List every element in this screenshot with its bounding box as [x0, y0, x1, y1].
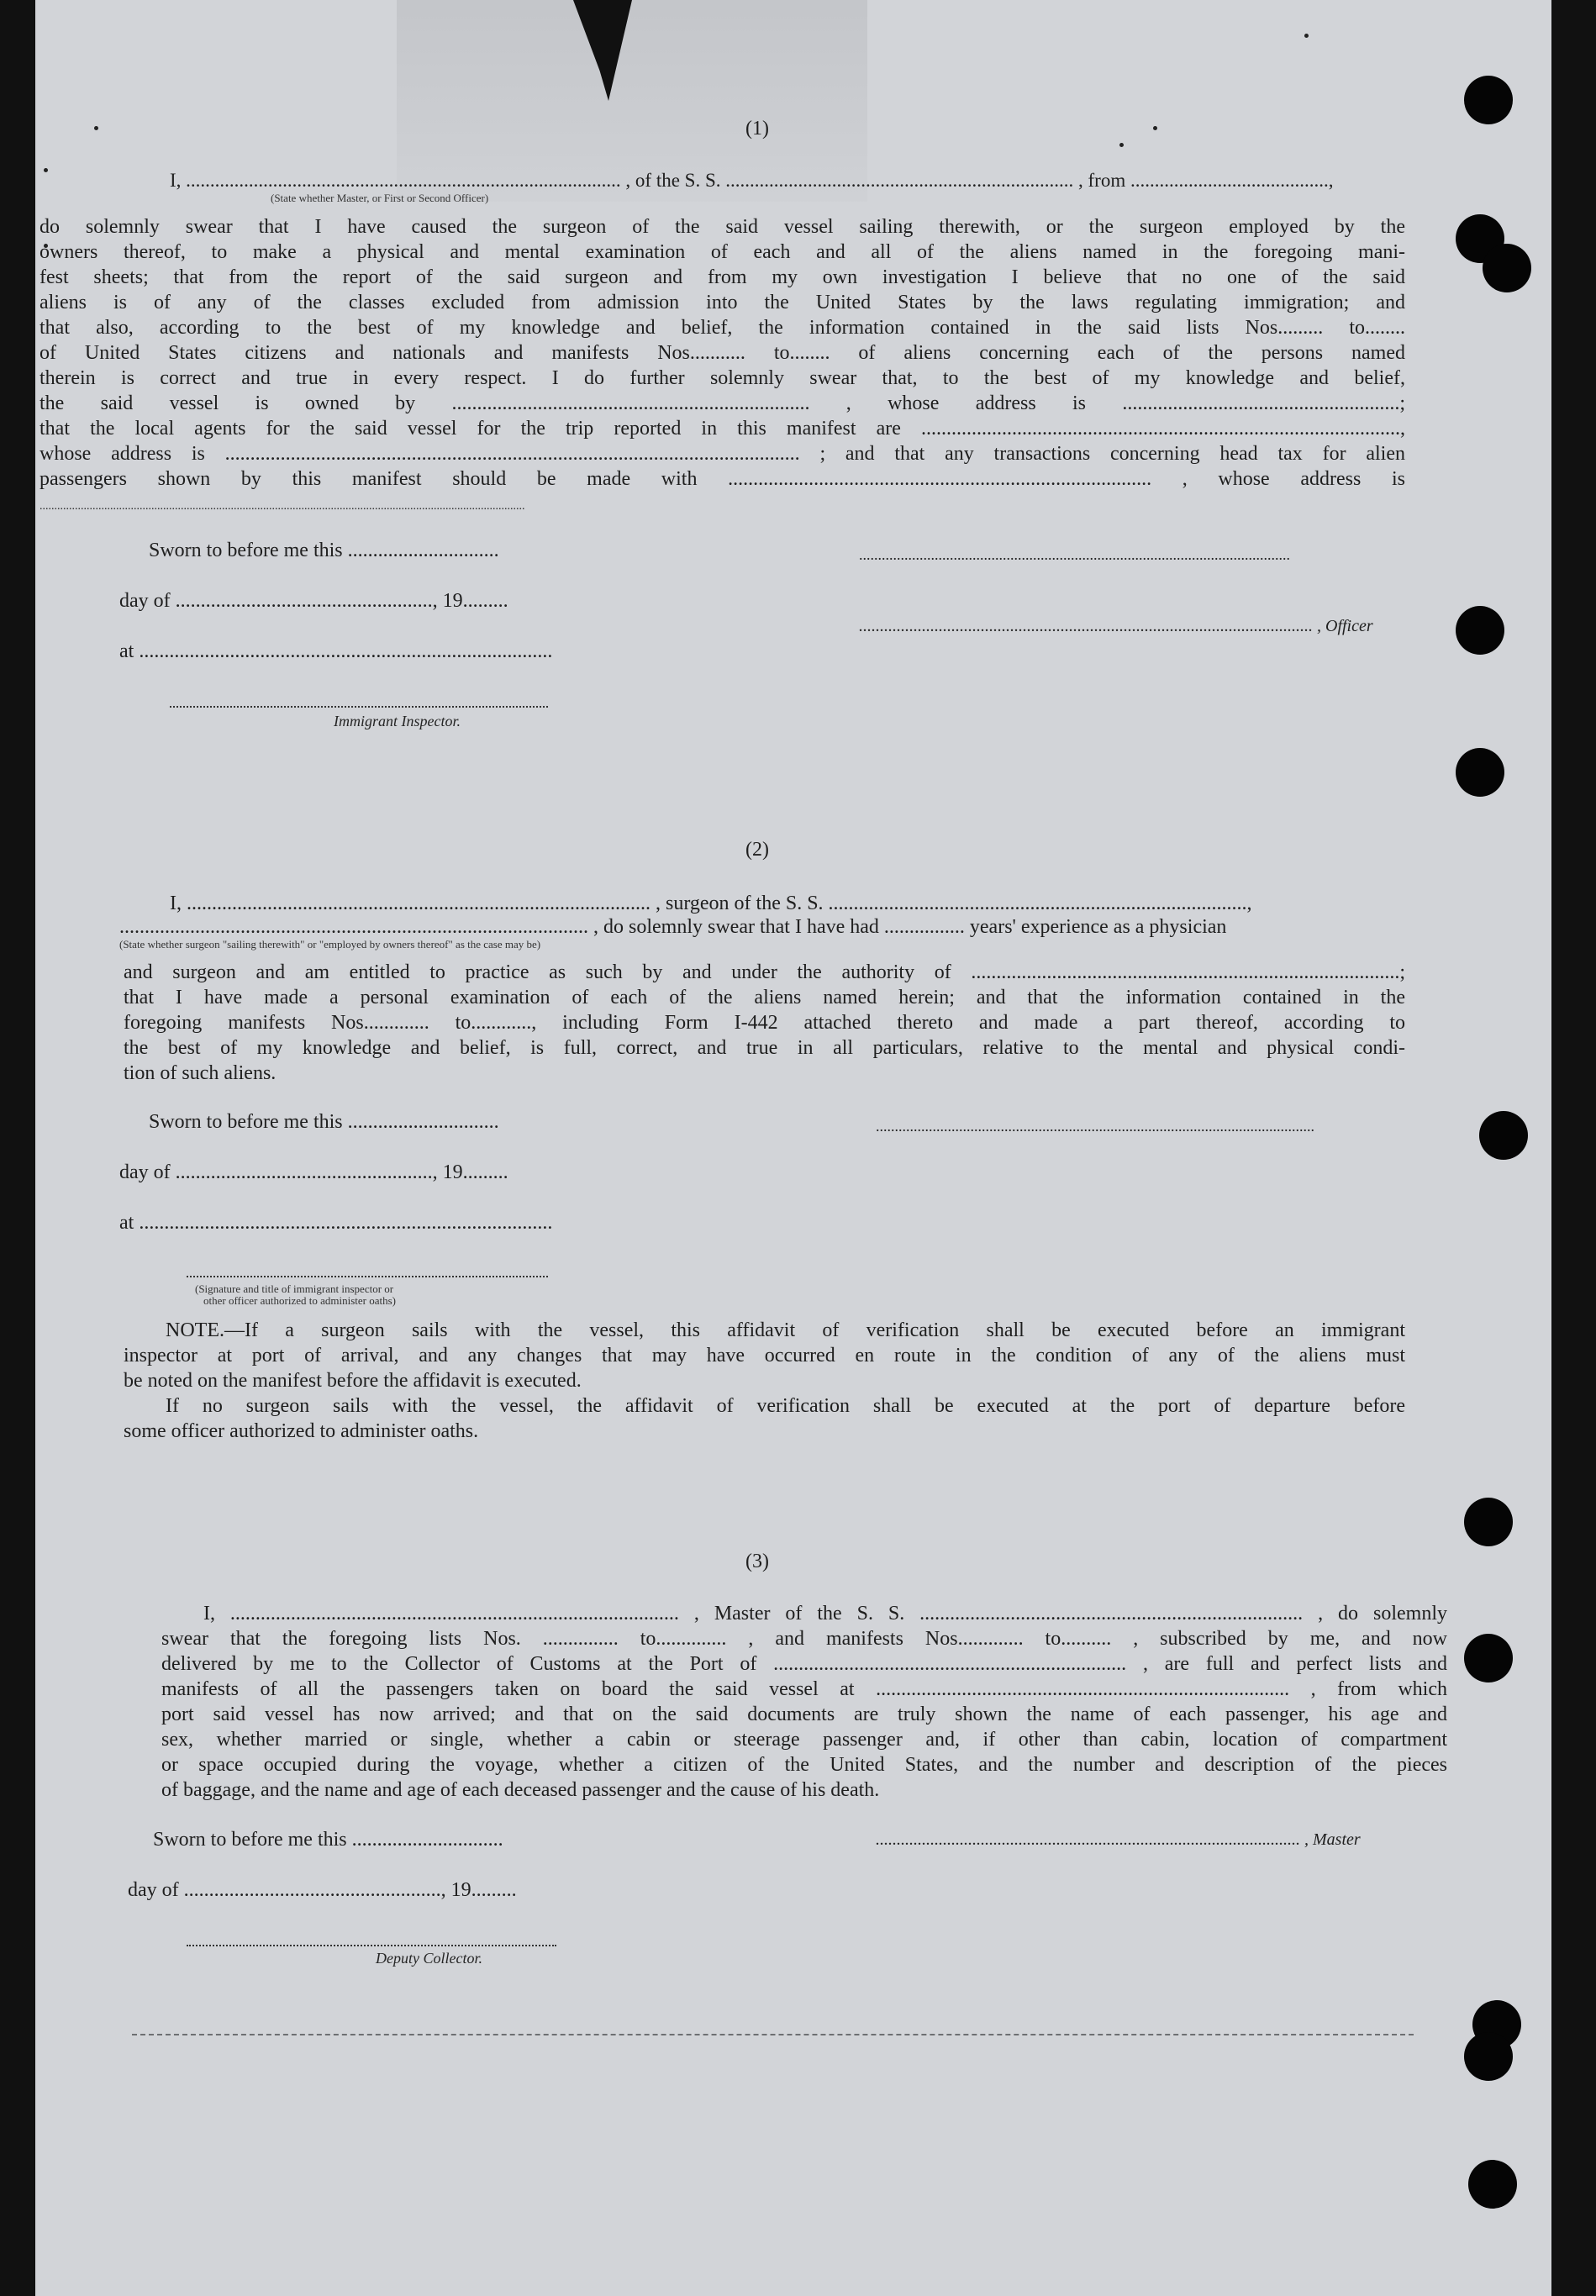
binding-hole	[1468, 2160, 1517, 2209]
body-line: I, ......................................................................................... , Master of the S. S. ............................................................................ , do solemnly	[203, 1603, 1447, 1625]
section-2-signature-dots: ....................................................................................................................	[876, 1118, 1314, 1135]
manifest-affidavit-page	[35, 0, 1551, 2296]
body-line: the said vessel is owned by ....................................................................... , whose address is .......................................................;	[40, 392, 1405, 414]
body-line: therein is correct and true in every respect. I do further solemnly swear that, to the best of my knowledge and belief,	[40, 367, 1405, 389]
ink-speck	[1153, 126, 1157, 130]
section-3-day: day of ..................................................., 19.........	[128, 1879, 517, 1901]
section-3-collector-label: Deputy Collector.	[376, 1950, 482, 1967]
section-3-sworn: Sworn to before me this ..............................	[153, 1829, 503, 1851]
section-2-inspector-note-1: (Signature and title of immigrant inspector or	[195, 1282, 394, 1295]
body-line: aliens is of any of the classes excluded from admission into the United States by the laws regulating immigration; and	[40, 292, 1405, 313]
body-line: foregoing manifests Nos............. to............, including Form I-442 attached thereto and made a part thereof, according to	[124, 1012, 1405, 1034]
ink-speck	[94, 126, 98, 130]
collector-signature-line	[187, 1945, 556, 1946]
body-line: port said vessel has now arrived; and that on the said documents are truly shown the name of each passenger, his age and	[161, 1704, 1447, 1725]
body-line: owners thereof, to make a physical and mental examination of each and all of the aliens named in the foregoing mani-	[40, 241, 1405, 263]
body-line: that the local agents for the said vessel for the trip reported in this manifest are ...............................................................................................,	[40, 418, 1405, 440]
section-2-sworn: Sworn to before me this ..............................	[149, 1111, 499, 1133]
binding-hole	[1464, 2032, 1513, 2081]
inspector-signature-line	[187, 1276, 548, 1277]
note-line: inspector at port of arrival, and any changes that may have occurred en route in the condition of any of the aliens must	[124, 1345, 1405, 1367]
body-line: and surgeon and am entitled to practice as such by and under the authority of .....................................................................................;	[124, 961, 1405, 983]
body-line: swear that the foregoing lists Nos. ............... to.............. , and manifests Nos............. to.......... , subscribed by me, and now	[161, 1628, 1447, 1650]
section-3-master: ..................................................................................................... , Master	[876, 1830, 1361, 1849]
section-2-line-1: I, ............................................................................................ , surgeon of the S. S. ...................................................................................,	[170, 893, 1252, 914]
ink-speck	[44, 168, 48, 172]
body-line: delivered by me to the Collector of Customs at the Port of ...................................................................... , are full and perfect lists and	[161, 1653, 1447, 1675]
section-2-number: (2)	[745, 839, 769, 861]
body-line: .....................................................................................................................................................................	[40, 500, 525, 513]
binding-hole	[1464, 76, 1513, 124]
section-2-at: at ..................................................................................	[119, 1212, 553, 1234]
binding-hole	[1479, 1111, 1528, 1160]
section-1-signature-dots: ..................................................................................................................	[859, 546, 1290, 563]
section-1-number: (1)	[745, 118, 769, 140]
body-line: do solemnly swear that I have caused the surgeon of the said vessel sailing therewith, or the surgeon employed by the	[40, 216, 1405, 238]
section-2-line-2: ............................................................................................. , do solemnly swear that I have had ................ years' experience as a physician	[119, 916, 1227, 938]
binding-hole	[1464, 1498, 1513, 1546]
body-line: manifests of all the passengers taken on board the said vessel at .................................................................................. , from which	[161, 1678, 1447, 1700]
section-2-day: day of ..................................................., 19.........	[119, 1161, 508, 1183]
binding-hole	[1456, 748, 1504, 797]
body-line: fest sheets; that from the report of the said surgeon and from my own investigation I believe that no one of the said	[40, 266, 1405, 288]
body-line: sex, whether married or single, whether a cabin or steerage passenger and, if other than cabin, location of compartment	[161, 1729, 1447, 1751]
note-line: If no surgeon sails with the vessel, the affidavit of verification shall be executed at the port of departure before	[166, 1395, 1405, 1417]
binding-hole	[1456, 606, 1504, 655]
inspector-signature-line	[170, 706, 548, 708]
body-line: the best of my knowledge and belief, is full, correct, and true in all particulars, relative to the mental and physical condi-	[124, 1037, 1405, 1059]
section-1-line-1: I, .......................................................................................... , of the S. S. ........................................................................ , from .........................................,	[170, 170, 1334, 191]
body-line: that I have made a personal examination of each of the aliens named herein; and that the information contained in the	[124, 987, 1405, 1008]
ink-speck	[1304, 34, 1309, 38]
section-1-sworn: Sworn to before me this ..............................	[149, 540, 499, 561]
body-line: that also, according to the best of my knowledge and belief, the information contained in the said lists Nos......... to........	[40, 317, 1405, 339]
section-1-day: day of ..................................................., 19.........	[119, 590, 508, 612]
section-1-officer-note: (State whether Master, or First or Second Officer)	[271, 192, 489, 204]
body-line: of United States citizens and nationals and manifests Nos........... to........ of aliens concerning each of the persons named	[40, 342, 1405, 364]
bottom-rule	[132, 2034, 1414, 2035]
body-line: of baggage, and the name and age of each deceased passenger and the cause of his death.	[161, 1779, 880, 1801]
ink-speck	[1119, 143, 1124, 147]
body-line: tion of such aliens.	[124, 1062, 277, 1084]
section-2-surgeon-note: (State whether surgeon "sailing therewith" or "employed by owners thereof" as the case may be)	[119, 938, 541, 951]
binding-hole	[1483, 244, 1531, 292]
section-1-inspector-label: Immigrant Inspector.	[334, 713, 461, 729]
note-line: be noted on the manifest before the affidavit is executed.	[124, 1370, 582, 1392]
body-line: or space occupied during the voyage, whether a citizen of the United States, and the number and description of the pieces	[161, 1754, 1447, 1776]
section-3-number: (3)	[745, 1551, 769, 1572]
body-line: passengers shown by this manifest should be made with .................................................................................... , whose address is	[40, 468, 1405, 490]
section-1-at: at ..................................................................................	[119, 640, 553, 662]
note-line: some officer authorized to administer oaths.	[124, 1420, 479, 1442]
section-1-officer: ............................................................................................................ , Officer	[859, 617, 1373, 635]
note-line: NOTE.—If a surgeon sails with the vessel, this affidavit of verification shall be executed before an immigrant	[166, 1319, 1405, 1341]
body-line: whose address is .................................................................................................................. ; and that any transactions concerning head tax for alien	[40, 443, 1405, 465]
section-2-inspector-note-2: other officer authorized to administer oaths)	[203, 1294, 396, 1307]
binding-hole	[1464, 1634, 1513, 1683]
